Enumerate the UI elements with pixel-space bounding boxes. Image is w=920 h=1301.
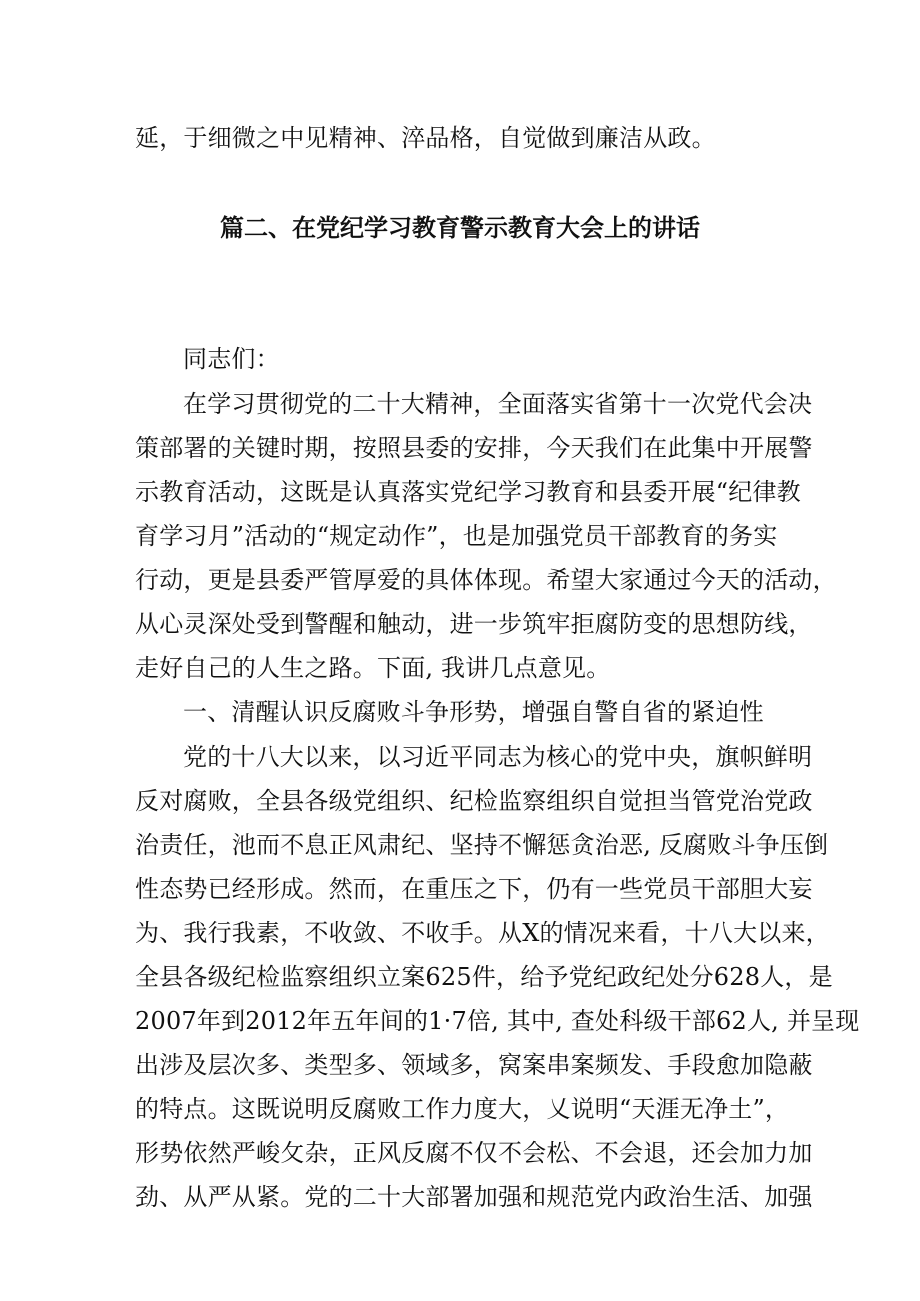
paragraph-line: 行动，更是县委严管厚爱的具体体现。希望大家通过今天的活动， bbox=[135, 566, 837, 594]
paragraph-line: 为、我行我素，不收敛、不收手。从X的情况来看，十八大以来， bbox=[135, 919, 830, 947]
paragraph-line: 出涉及层次多、类型多、领域多，窝案串案频发、手段愈加隐蔽 bbox=[135, 1051, 813, 1079]
paragraph-line: 在学习贯彻党的二十大精神，全面落实省第十一次党代会决 bbox=[183, 390, 813, 418]
paragraph-line: 治责任，池而不息正风肃纪、坚持不懈惩贪治恶, 反腐败斗争压倒 bbox=[135, 831, 829, 859]
paragraph-line: 示教育活动，这既是认真落实党纪学习教育和县委开展“纪律教 bbox=[135, 478, 801, 506]
salutation: 同志们： bbox=[183, 345, 280, 373]
section-heading: 一、清醒认识反腐败斗争形势，增强自警自省的紧迫性 bbox=[183, 698, 764, 726]
paragraph-line: 策部署的关键时期，按照县委的安排，今天我们在此集中开展警 bbox=[135, 434, 813, 462]
paragraph-line: 形势依然严峻攵杂，正风反腐不仅不会松、不会退，还会加力加 bbox=[135, 1139, 813, 1167]
paragraph-line: 的特点。这既说明反腐败工作力度大，乂说明“天涯无净土”， bbox=[135, 1095, 790, 1123]
paragraph-line: 性态势已经形成。然而，在重压之下，仍有一些党员干部胆大妄 bbox=[135, 875, 813, 903]
section-title: 篇二、在党纪学习教育警示教育大会上的讲话 bbox=[220, 214, 700, 242]
paragraph-line: 2007年到2012年五年间的1·7倍, 其中, 查处科级干部62人, 并呈现 bbox=[135, 1007, 860, 1035]
paragraph-line: 从心灵深处受到警醒和触动，进一步筑牢拒腐防变的思想防线， bbox=[135, 610, 813, 638]
paragraph-line: 党的十八大以来，以习近平同志为核心的党中央，旗帜鲜明 bbox=[183, 743, 813, 771]
paragraph-line: 全县各级纪检监察组织立案625件，给予党纪政纪处分628人，是 bbox=[135, 963, 833, 991]
intro-line: 延，于细微之中见精神、淬品格，自觉做到廉洁从政。 bbox=[135, 124, 716, 152]
paragraph-line: 走好自己的人生之路。下面, 我讲几点意见。 bbox=[135, 654, 611, 682]
paragraph-line: 育学习月”活动的“规定动作”，也是加强党员干部教育的务实 bbox=[135, 522, 778, 550]
paragraph-line: 反对腐败，全县各级党组织、纪检监察组织自觉担当管党治党政 bbox=[135, 787, 813, 815]
paragraph-line: 劲、从严从紧。党的二十大部署加强和规范党内政治生活、加强 bbox=[135, 1183, 813, 1211]
